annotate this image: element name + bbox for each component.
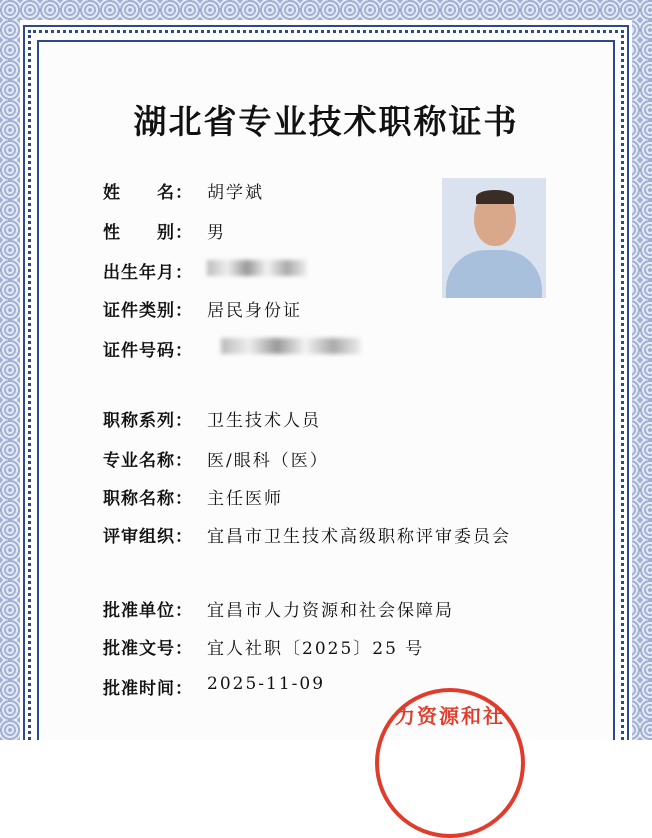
certificate-title: 湖北省专业技术职称证书 xyxy=(133,102,519,141)
field-id-type: 证件类别： 居民身份证 xyxy=(103,301,302,321)
field-review-org: 评审组织： 宜昌市卫生技术高级职称评审委员会 xyxy=(103,527,511,547)
field-approver: 批准单位： 宜昌市人力资源和社会保障局 xyxy=(103,601,454,621)
official-seal: 力资源和社 xyxy=(375,688,525,838)
field-gender: 性 别： 男 xyxy=(103,223,226,243)
field-doc-number: 批准文号： 宜人社职〔2025〕25 号 xyxy=(103,639,425,659)
field-id-number: 证件号码： xyxy=(103,336,361,361)
field-name: 姓 名： 胡学斌 xyxy=(103,183,264,203)
redacted-value xyxy=(221,338,361,354)
field-date: 批准时间： 2025-11-09 xyxy=(103,674,326,699)
redacted-value xyxy=(207,260,307,276)
field-specialty: 专业名称： 医/眼科（医） xyxy=(103,451,329,471)
field-birth: 出生年月： xyxy=(103,258,307,283)
field-title-name: 职称名称： 主任医师 xyxy=(103,489,283,509)
field-series: 职称系列： 卫生技术人员 xyxy=(103,411,321,431)
portrait-photo xyxy=(442,178,546,298)
